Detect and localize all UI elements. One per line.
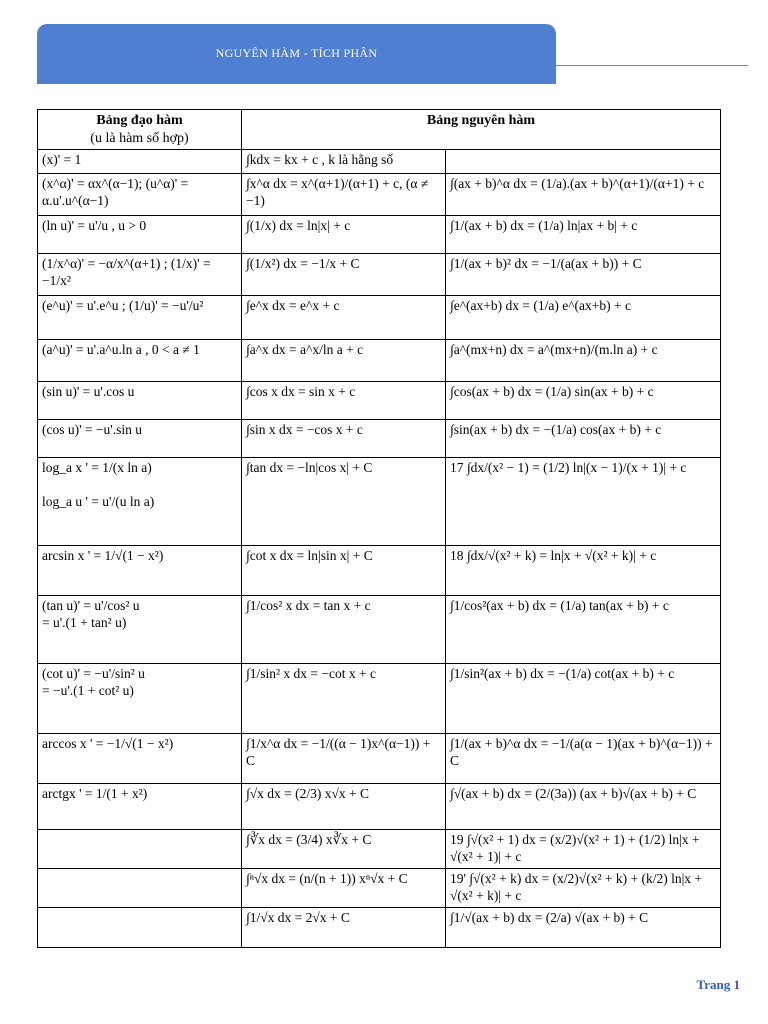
antiderivative-linear-cell	[446, 174, 721, 216]
table-row	[38, 382, 721, 420]
formula-text: 17 ∫dx/(x² − 1) = (1/2) ln|(x − 1)/(x + 1)| + c	[450, 460, 687, 475]
formula-text: ∫e^x dx = e^x + c	[246, 298, 340, 313]
table-row	[38, 216, 721, 254]
antiderivative-cell	[242, 174, 446, 216]
antiderivative-cell	[242, 420, 446, 458]
page-header-title: NGUYÊN HÀM - TÍCH PHÂN	[215, 46, 378, 60]
table-header-row	[38, 110, 721, 150]
antiderivative-cell	[242, 784, 446, 830]
derivative-cell	[38, 150, 242, 174]
formula-text: ∫x^α dx = x^(α+1)/(α+1) + c, (α ≠ −1)	[246, 176, 429, 208]
antiderivative-linear-cell	[446, 296, 721, 340]
derivative-cell	[38, 340, 242, 382]
antiderivative-cell	[242, 734, 446, 784]
formula-text: (a^u)' = u'.a^u.ln a , 0 < a ≠ 1	[42, 342, 200, 357]
derivative-cell	[38, 868, 242, 907]
formula-text: (ln u)' = u'/u , u > 0	[42, 218, 147, 233]
antiderivative-linear-cell	[446, 340, 721, 382]
formula-text: (cot u)' = −u'/sin² u = −u'.(1 + cot² u)	[42, 666, 145, 698]
antiderivative-linear-cell	[446, 254, 721, 296]
formula-text: ∫ⁿ√x dx = (n/(n + 1)) xⁿ√x + C	[246, 870, 408, 886]
antiderivative-cell	[242, 907, 446, 947]
formula-text: ∫cot x dx = ln|sin x| + C	[246, 548, 373, 563]
derivative-cell	[38, 596, 242, 664]
table-row	[38, 868, 721, 907]
antiderivative-linear-cell	[446, 734, 721, 784]
antiderivative-cell	[242, 664, 446, 734]
derivative-cell	[38, 216, 242, 254]
page-label: Trang	[696, 977, 731, 992]
antiderivative-linear-cell	[446, 150, 721, 174]
table-row	[38, 664, 721, 734]
derivative-cell	[38, 382, 242, 420]
formula-text: ∫√(ax + b) dx = (2/(3a)) (ax + b)√(ax + b) + C	[450, 786, 697, 801]
antiderivative-cell	[242, 296, 446, 340]
formula-text: arctgx ' = 1/(1 + x²)	[42, 786, 148, 801]
antiderivative-cell	[242, 596, 446, 664]
table-row	[38, 174, 721, 216]
derivative-table-title: Bảng đạo hàm	[96, 113, 183, 128]
table-row	[38, 907, 721, 947]
formula-text: 19 ∫√(x² + 1) dx = (x/2)√(x² + 1) + (1/2) ln|x + √(x² + 1)| + c	[450, 832, 700, 864]
derivative-cell	[38, 830, 242, 869]
antiderivative-linear-cell	[446, 830, 721, 869]
antiderivative-cell	[242, 458, 446, 546]
antiderivative-table-header: Bảng nguyên hàm	[242, 110, 721, 150]
formula-text: ∫(1/x²) dx = −1/x + C	[246, 256, 360, 271]
antiderivative-cell	[242, 868, 446, 907]
table-row	[38, 546, 721, 596]
formula-text: arccos x ' = −1/√(1 − x²)	[42, 736, 174, 751]
formula-text: ∫a^x dx = a^x/ln a + c	[246, 342, 364, 357]
header-divider	[556, 65, 748, 66]
antiderivative-cell	[242, 150, 446, 174]
table-row	[38, 458, 721, 546]
formula-table	[37, 109, 721, 948]
derivative-cell	[38, 907, 242, 947]
antiderivative-linear-cell	[446, 868, 721, 907]
formula-text: ∫sin x dx = −cos x + c	[246, 422, 363, 437]
table-row	[38, 830, 721, 869]
table-row	[38, 254, 721, 296]
derivative-cell	[38, 458, 242, 546]
antiderivative-linear-cell	[446, 784, 721, 830]
formula-text: (cos u)' = −u'.sin u	[42, 422, 142, 437]
antiderivative-linear-cell	[446, 907, 721, 947]
formula-text: ∫1/(ax + b)^α dx = −1/(a(α − 1)(ax + b)^(α−1)) + C	[450, 736, 713, 768]
formula-text: ∫cos(ax + b) dx = (1/a) sin(ax + b) + c	[450, 384, 654, 399]
formula-text: ∫(1/x) dx = ln|x| + c	[246, 218, 351, 233]
table-row	[38, 784, 721, 830]
formula-text: ∫1/√(ax + b) dx = (2/a) √(ax + b) + C	[450, 909, 649, 925]
antiderivative-cell	[242, 830, 446, 869]
derivative-cell	[38, 296, 242, 340]
formula-text: ∫1/(ax + b) dx = (1/a) ln|ax + b| + c	[450, 218, 638, 233]
derivative-cell	[38, 664, 242, 734]
derivative-cell	[38, 734, 242, 784]
page-number	[697, 977, 740, 993]
page-number-value: 1	[733, 977, 740, 992]
antiderivative-linear-cell	[446, 382, 721, 420]
derivative-cell	[38, 420, 242, 458]
formula-text: ∫kdx = kx + c , k là hằng số	[246, 152, 394, 167]
antiderivative-cell	[242, 546, 446, 596]
antiderivative-linear-cell	[446, 216, 721, 254]
derivative-cell	[38, 254, 242, 296]
formula-text: (x)' = 1	[42, 152, 82, 167]
table-row	[38, 340, 721, 382]
formula-text: ∫(ax + b)^α dx = (1/a).(ax + b)^(α+1)/(α+1) + c	[450, 176, 705, 191]
formula-text: ∫√x dx = (2/3) x√x + C	[246, 786, 369, 801]
formula-text: (1/x^α)' = −α/x^(α+1) ; (1/x)' = −1/x²	[42, 256, 211, 288]
antiderivative-linear-cell	[446, 420, 721, 458]
derivative-table-header	[38, 110, 242, 150]
formula-text: ∫e^(ax+b) dx = (1/a) e^(ax+b) + c	[450, 298, 631, 313]
table-row	[38, 596, 721, 664]
derivative-cell	[38, 784, 242, 830]
table-row	[38, 420, 721, 458]
formula-text: ∫1/(ax + b)² dx = −1/(a(ax + b)) + C	[450, 256, 642, 271]
antiderivative-cell	[242, 340, 446, 382]
derivative-cell	[38, 546, 242, 596]
formula-text: ∫cos x dx = sin x + c	[246, 384, 356, 399]
formula-text: (x^α)' = αx^(α−1); (u^α)' = α.u'.u^(α−1)	[42, 176, 189, 208]
formula-text: (e^u)' = u'.e^u ; (1/u)' = −u'/u²	[42, 298, 204, 313]
formula-text: 18 ∫dx/√(x² + k) = ln|x + √(x² + k)| + c	[450, 548, 657, 563]
antiderivative-linear-cell	[446, 458, 721, 546]
formula-text: ∫tan dx = −ln|cos x| + C	[246, 460, 373, 475]
table-row	[38, 150, 721, 174]
formula-text: ∫a^(mx+n) dx = a^(mx+n)/(m.ln a) + c	[450, 342, 658, 357]
formula-text: ∫1/cos² x dx = tan x + c	[246, 598, 371, 613]
derivative-cell	[38, 174, 242, 216]
formula-text: ∫1/x^α dx = −1/((α − 1)x^(α−1)) + C	[246, 736, 431, 768]
antiderivative-linear-cell	[446, 546, 721, 596]
formula-text: arcsin x ' = 1/√(1 − x²)	[42, 548, 164, 563]
antiderivative-cell	[242, 254, 446, 296]
table-row	[38, 734, 721, 784]
formula-text: ∫∛x dx = (3/4) x∛x + C	[246, 832, 372, 847]
formula-text: ∫1/√x dx = 2√x + C	[246, 909, 350, 925]
formula-text: (sin u)' = u'.cos u	[42, 384, 135, 399]
formula-text: (tan u)' = u'/cos² u = u'.(1 + tan² u)	[42, 598, 140, 630]
derivative-table-subtitle: (u là hàm số hợp)	[90, 130, 189, 146]
header-band	[37, 24, 556, 84]
antiderivative-cell	[242, 216, 446, 254]
formula-text: ∫1/sin²(ax + b) dx = −(1/a) cot(ax + b) + c	[450, 666, 675, 681]
formula-text: ∫1/cos²(ax + b) dx = (1/a) tan(ax + b) + c	[450, 598, 669, 613]
table-row	[38, 296, 721, 340]
antiderivative-cell	[242, 382, 446, 420]
antiderivative-linear-cell	[446, 596, 721, 664]
formula-text: log_a x ' = 1/(x ln a) log_a u ' = u'/(u ln a)	[42, 460, 155, 509]
formula-text: ∫sin(ax + b) dx = −(1/a) cos(ax + b) + c	[450, 422, 662, 437]
antiderivative-linear-cell	[446, 664, 721, 734]
formula-text: ∫1/sin² x dx = −cot x + c	[246, 666, 376, 681]
formula-text: 19' ∫√(x² + k) dx = (x/2)√(x² + k) + (k/2) ln|x + √(x² + k)| + c	[450, 870, 703, 903]
